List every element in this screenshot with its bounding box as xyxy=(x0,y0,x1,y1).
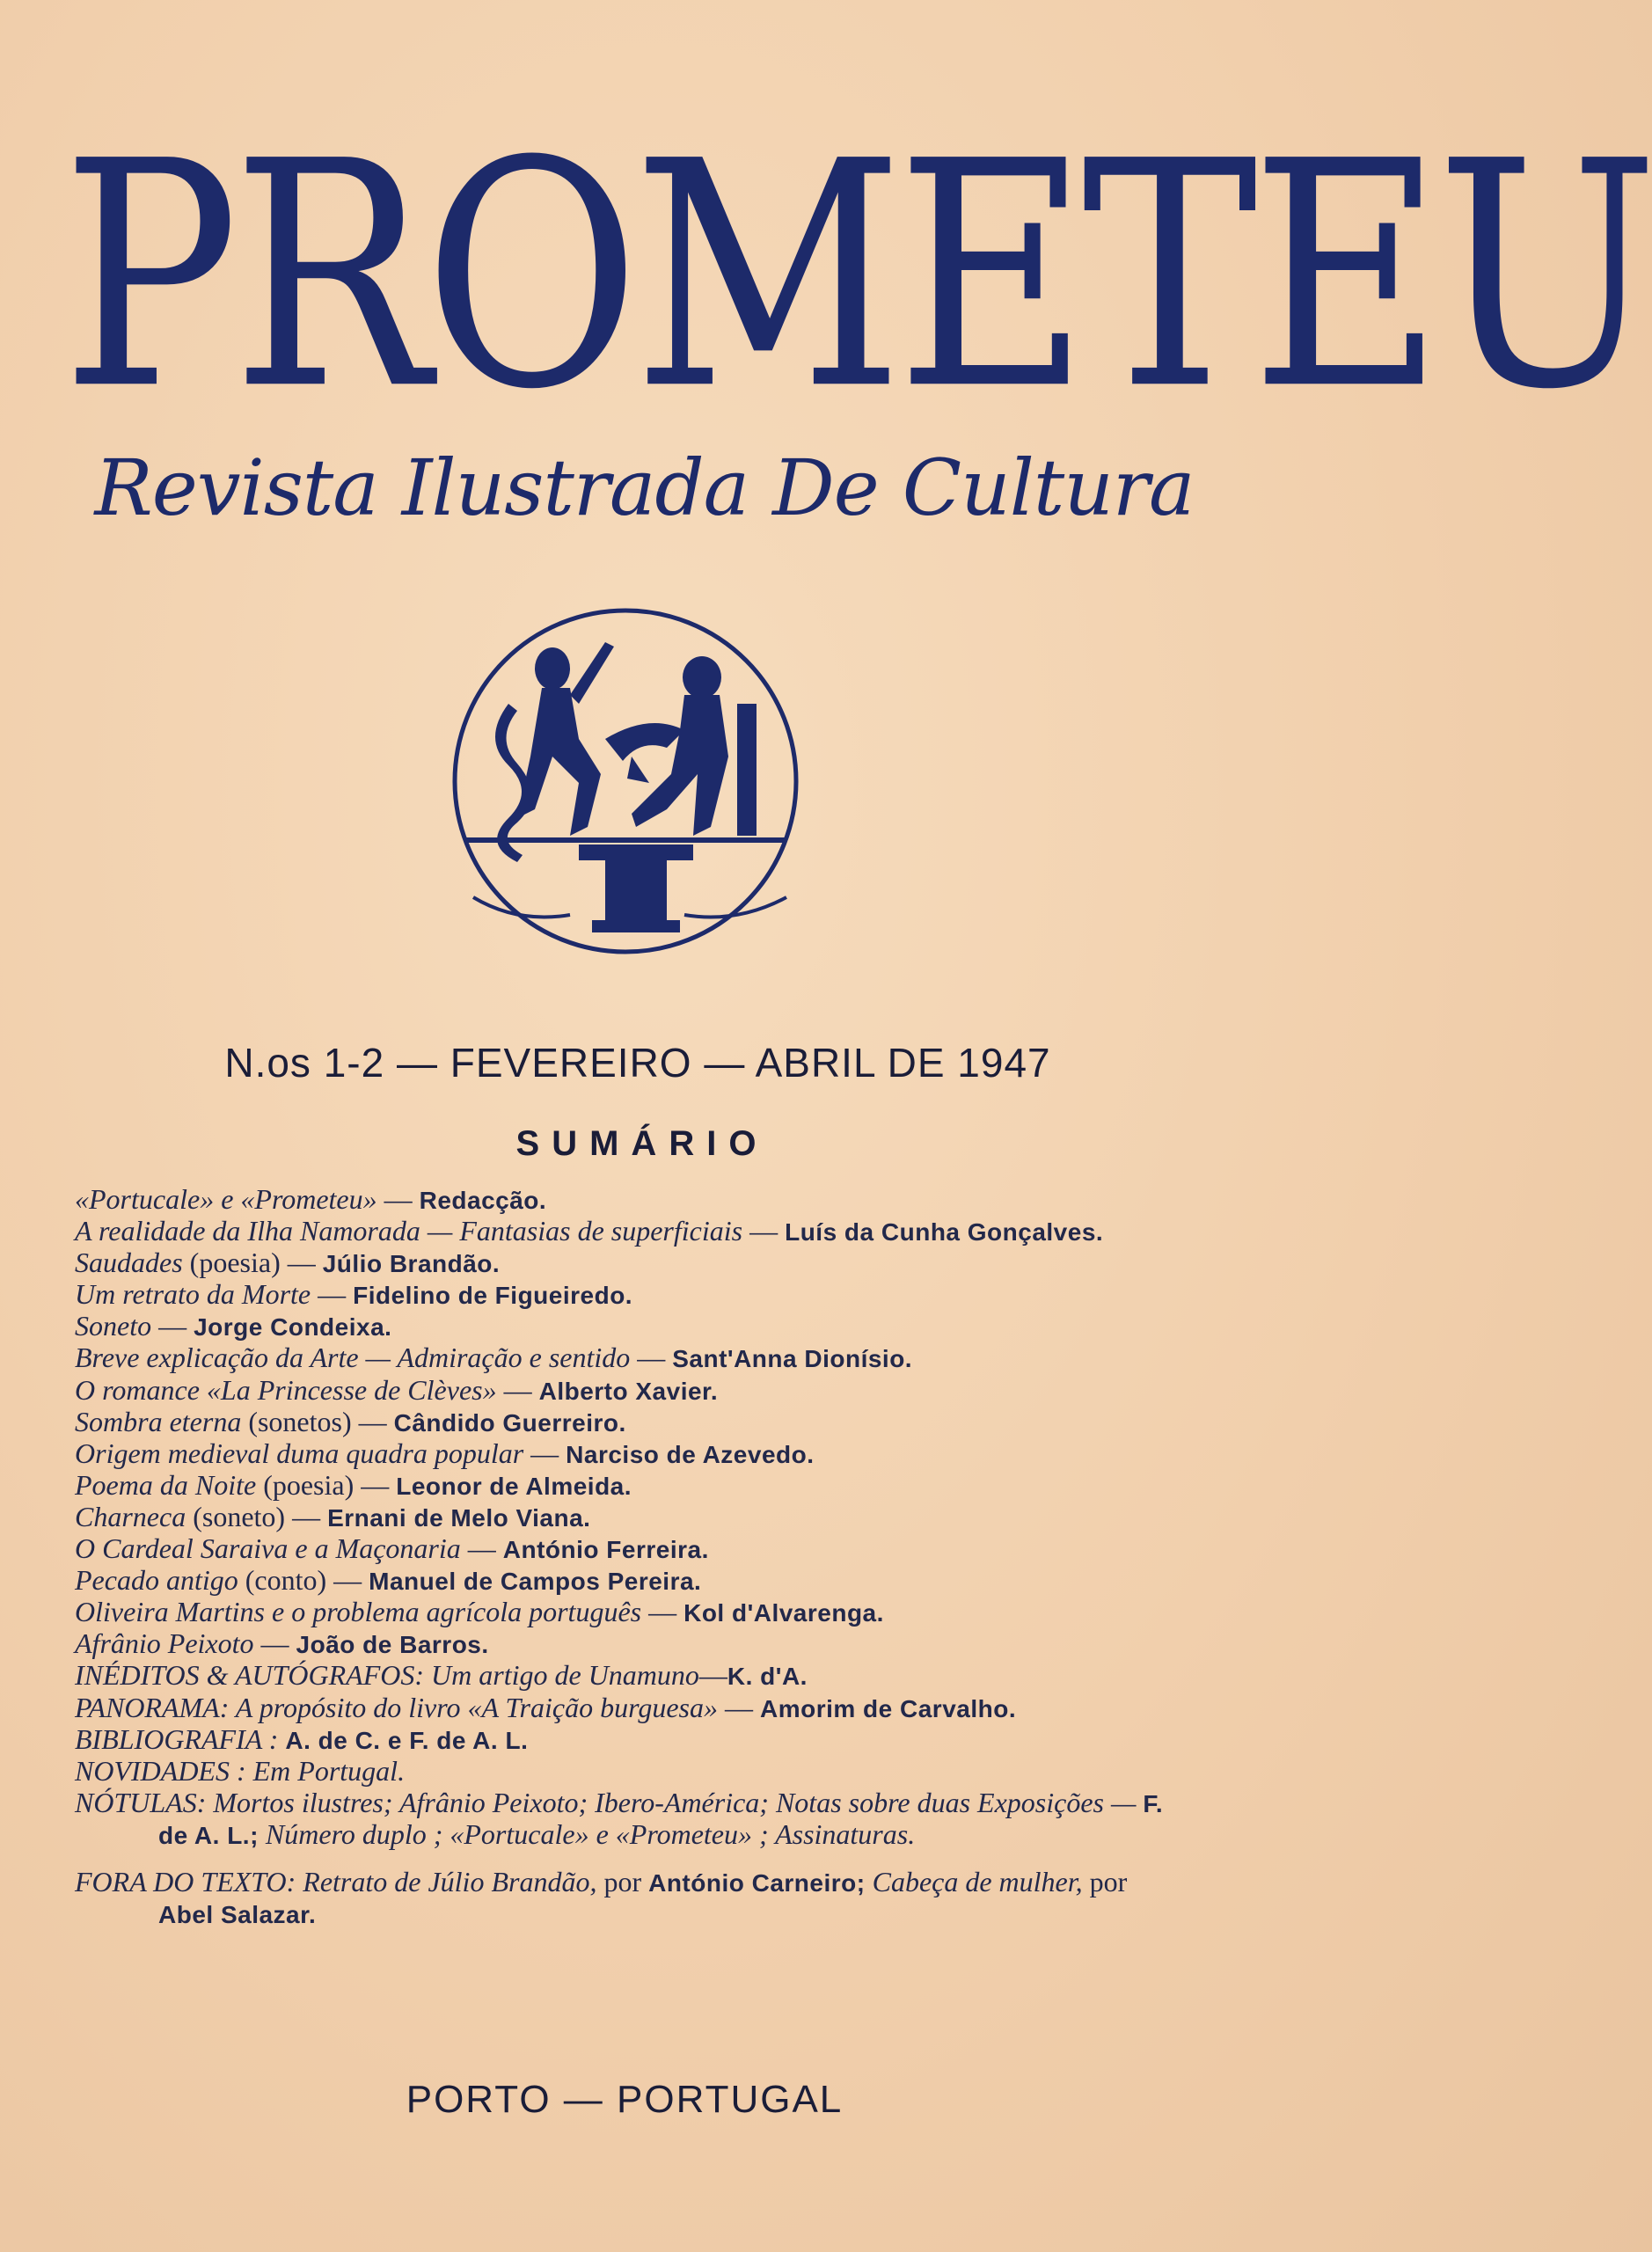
entry-author: Luís da Cunha Gonçalves. xyxy=(785,1218,1104,1247)
entry-author: Júlio Brandão. xyxy=(322,1250,501,1278)
toc-entry xyxy=(75,1660,1183,1692)
toc-entry xyxy=(75,1247,1183,1279)
toc-entry xyxy=(75,1693,1183,1724)
fora-lead: FORA DO TEXTO: Retrato de Júlio Brandão, xyxy=(75,1865,597,1897)
entry-author: João de Barros. xyxy=(296,1631,489,1659)
entry-sep: (soneto) — xyxy=(186,1500,328,1532)
masthead-title: PROMETEU xyxy=(62,95,1652,458)
toc-entry xyxy=(75,1724,1183,1756)
entry-title: Oliveira Martins e o problema agrícola português xyxy=(75,1596,642,1628)
fora-por-1: por xyxy=(596,1865,649,1897)
toc-entry xyxy=(75,1407,1183,1438)
toc-entry xyxy=(75,1438,1183,1470)
toc-entry xyxy=(75,1184,1183,1216)
fora-do-texto xyxy=(75,1867,1183,1930)
entry-sep: — xyxy=(151,1310,194,1342)
table-of-contents xyxy=(75,1184,1183,1930)
fora-author-1: António Carneiro; xyxy=(648,1868,866,1897)
entry-title: NOVIDADES : Em Portugal. xyxy=(75,1754,406,1787)
entry-sep: — xyxy=(630,1342,673,1374)
toc-entry xyxy=(75,1533,1183,1565)
entry-title: O Cardeal Saraiva e a Maçonaria xyxy=(75,1532,461,1565)
entry-title: Poema da Noite xyxy=(75,1468,257,1501)
toc-entry xyxy=(75,1756,1183,1788)
entry-author: Jorge Condeixa. xyxy=(194,1313,392,1342)
issue-line: N.os 1-2 — FEVEREIRO — ABRIL DE 1947 xyxy=(224,1040,1051,1086)
entry-author: Alberto Xavier. xyxy=(538,1377,719,1405)
toc-entry xyxy=(75,1565,1183,1597)
entry-sep: — xyxy=(460,1532,503,1565)
entry-sep: — xyxy=(698,1659,727,1692)
entry-tail: Número duplo ; «Portucale» e «Prometeu» ; Assinaturas. xyxy=(258,1817,916,1850)
entry-title: BIBLIOGRAFIA : xyxy=(75,1722,279,1755)
entry-title: Pecado antigo xyxy=(75,1564,238,1597)
sumario-heading: SUMÁRIO xyxy=(515,1124,769,1163)
entry-sep: (poesia) — xyxy=(256,1468,397,1501)
entry-sep: (conto) — xyxy=(238,1564,369,1597)
entry-author: António Ferreira. xyxy=(502,1536,709,1564)
entry-sep: (sonetos) — xyxy=(241,1405,394,1437)
entry-title: PANORAMA: A propósito do livro «A Traição burguesa» xyxy=(75,1691,718,1723)
toc-entry xyxy=(75,1470,1183,1502)
fora-por-2: por xyxy=(1082,1865,1128,1897)
entry-author: Kol d'Alvarenga. xyxy=(683,1599,884,1627)
entry-title: Charneca xyxy=(75,1500,186,1532)
entry-sep: — xyxy=(742,1215,786,1247)
prometheus-vase-illustration-icon xyxy=(447,607,804,955)
entry-author: F. de A. L.; xyxy=(158,1789,1164,1849)
toc-entry xyxy=(75,1279,1183,1311)
toc-entry xyxy=(75,1216,1183,1247)
toc-entry xyxy=(75,1311,1183,1342)
entry-title: Breve explicação da Arte — Admiração e sentido xyxy=(75,1342,631,1374)
toc-entry xyxy=(75,1375,1183,1407)
entry-sep: — xyxy=(253,1627,296,1660)
entry-title: «Portucale» e «Prometeu» xyxy=(75,1183,377,1215)
toc-entry xyxy=(75,1502,1183,1533)
entry-sep: — xyxy=(717,1691,760,1723)
entry-sep: — xyxy=(523,1437,567,1469)
entry-title: Origem medieval duma quadra popular xyxy=(75,1437,524,1469)
entry-title: Soneto xyxy=(75,1310,152,1342)
entry-sep: — xyxy=(641,1596,684,1628)
entry-title: INÉDITOS & AUTÓGRAFOS: Um artigo de Unamuno xyxy=(75,1659,699,1692)
entry-title: Afrânio Peixoto xyxy=(75,1627,254,1660)
entry-title: A realidade da Ilha Namorada — Fantasias de superficiais xyxy=(75,1215,743,1247)
entry-sep: — xyxy=(496,1373,539,1406)
entry-sep: (poesia) — xyxy=(182,1247,323,1279)
entry-author: Amorim de Carvalho. xyxy=(759,1694,1017,1722)
entry-author: A. de C. e F. de A. L. xyxy=(285,1726,529,1754)
fora-mid: Cabeça de mulher, xyxy=(865,1865,1083,1897)
entry-author: Ernani de Melo Viana. xyxy=(327,1503,591,1532)
entry-sep: — xyxy=(311,1278,354,1311)
entry-author: Redacção. xyxy=(419,1187,547,1214)
entry-author: Narciso de Azevedo. xyxy=(566,1440,815,1468)
toc-entry xyxy=(75,1342,1183,1374)
toc-entry xyxy=(75,1628,1183,1660)
entry-title: O romance «La Princesse de Clèves» xyxy=(75,1373,497,1406)
publication-place: PORTO — PORTUGAL xyxy=(406,2078,844,2121)
entry-author: Fidelino de Figueiredo. xyxy=(353,1282,633,1310)
entry-title: Sombra eterna xyxy=(75,1405,242,1437)
toc-entry xyxy=(75,1597,1183,1628)
entry-title: NÓTULAS: Mortos ilustres; Afrânio Peixoto; Ibero-América; Notas sobre duas Exposições — xyxy=(75,1786,1137,1818)
entry-title: Saudades xyxy=(75,1247,183,1279)
toc-entry xyxy=(75,1788,1183,1851)
entry-author: Manuel de Campos Pereira. xyxy=(369,1568,702,1596)
entry-author: Sant'Anna Dionísio. xyxy=(672,1345,913,1373)
entry-author: Cândido Guerreiro. xyxy=(393,1408,626,1437)
masthead-subtitle: Revista Ilustrada De Cultura xyxy=(94,442,1195,533)
entry-sep: — xyxy=(376,1183,420,1215)
entry-author: Leonor de Almeida. xyxy=(396,1472,632,1500)
entry-title: Um retrato da Morte xyxy=(75,1278,311,1311)
entry-author: K. d'A. xyxy=(727,1663,808,1691)
fora-author-2: Abel Salazar. xyxy=(158,1901,317,1929)
